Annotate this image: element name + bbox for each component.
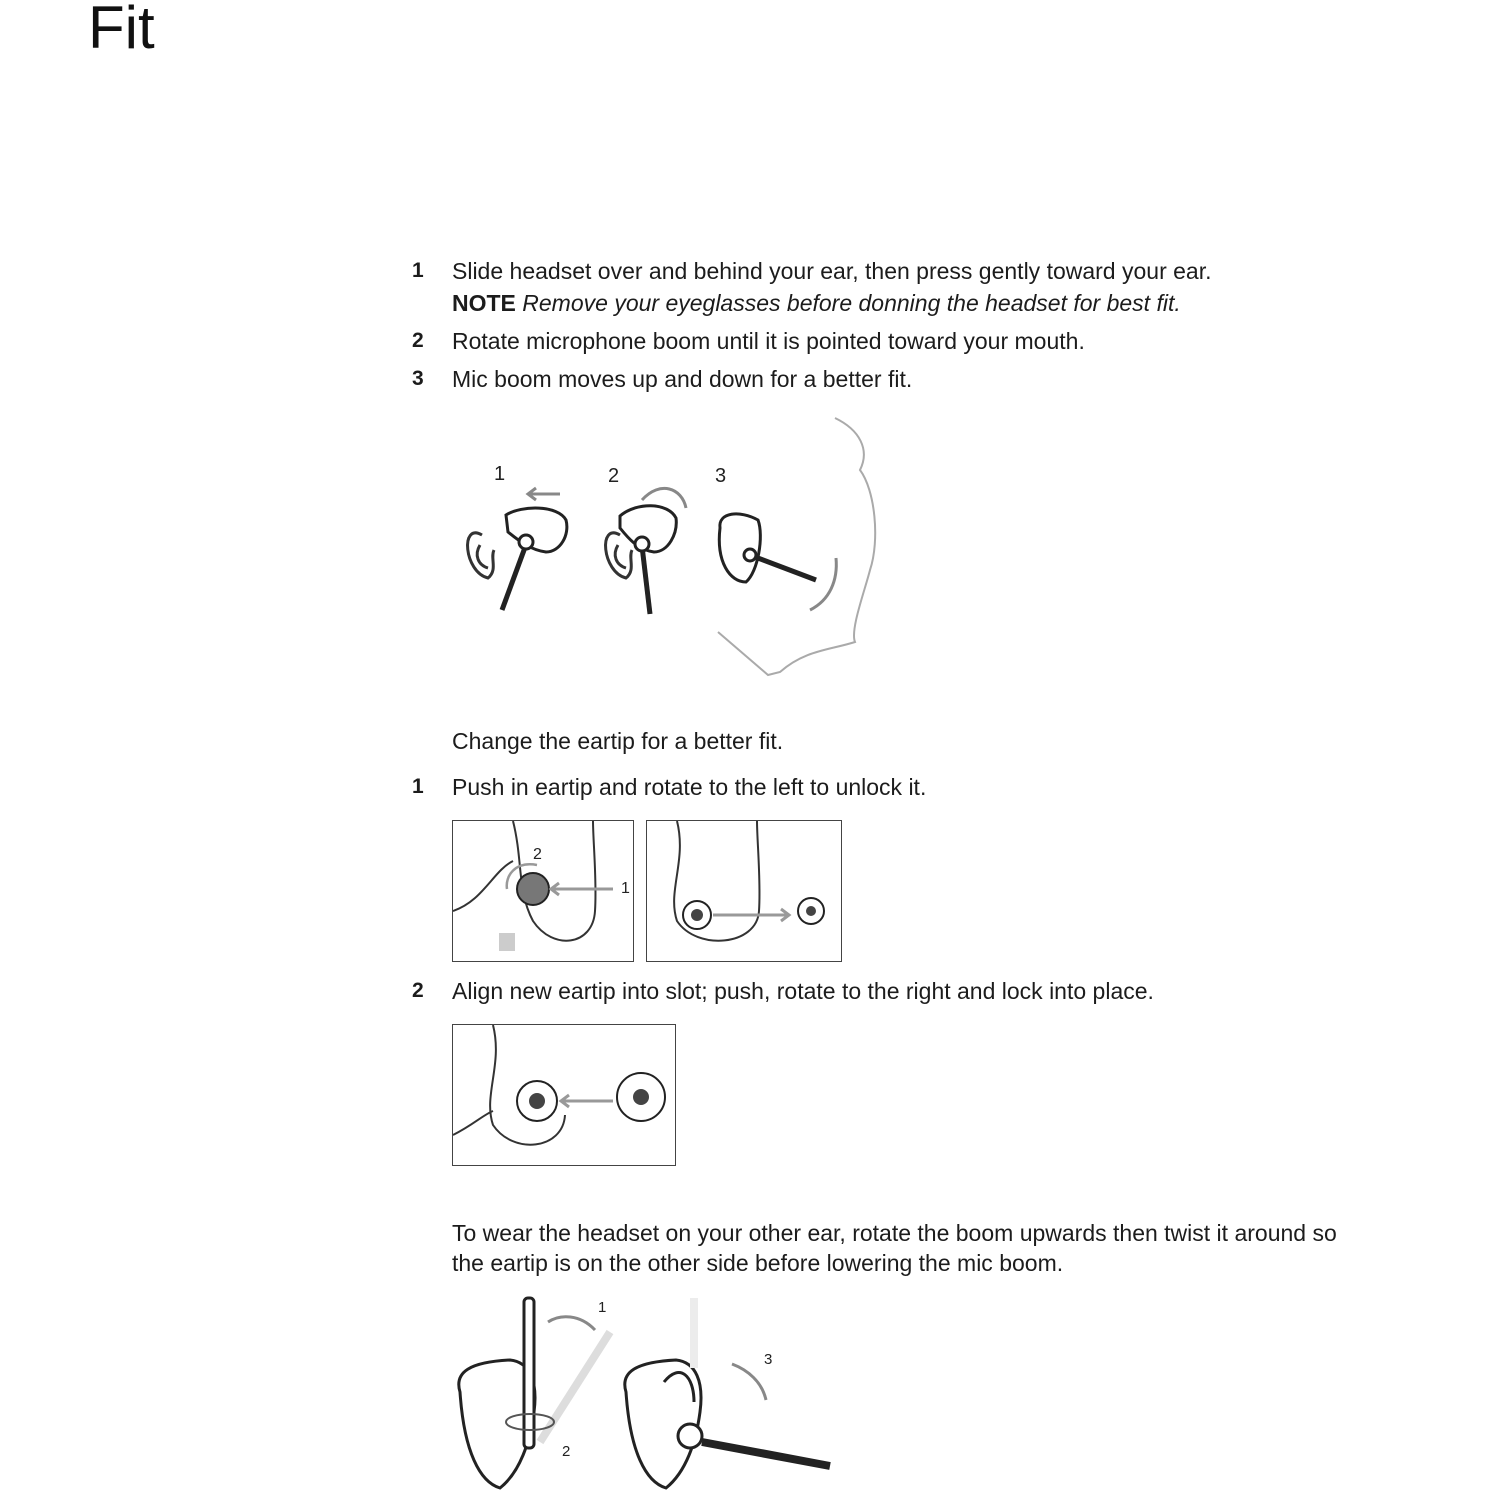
figure-label: 1	[621, 880, 630, 897]
figure-label: 2	[562, 1443, 571, 1460]
headset-icon	[502, 508, 567, 610]
eartip-remove-figure	[646, 820, 842, 962]
ear-icon	[468, 533, 494, 578]
fit-illustration	[450, 410, 900, 690]
figure-label: 1	[494, 463, 506, 485]
step-text: Align new eartip into slot; push, rotate to the right and lock into place.	[452, 978, 1154, 1004]
other-ear-illustration	[450, 1292, 850, 1492]
unlock-icon	[499, 933, 515, 951]
headset-icon	[620, 506, 676, 614]
rotate-arrow-icon	[548, 1317, 595, 1330]
up-down-arrow-icon	[810, 558, 836, 610]
step-number: 3	[412, 367, 424, 390]
headset-icon	[459, 1298, 535, 1488]
eartip-lock-figure	[452, 1024, 676, 1166]
headset-icon	[625, 1360, 830, 1488]
eartip-icon	[517, 873, 549, 905]
step-number: 1	[412, 259, 424, 282]
page-title: Fit	[88, 0, 155, 61]
other-ear-line-1: To wear the headset on your other ear, rotate the boom upwards then twist it around so	[452, 1220, 1337, 1246]
step-text: Slide headset over and behind your ear, then press gently toward your ear.	[452, 258, 1212, 284]
step-text: Push in eartip and rotate to the left to unlock it.	[452, 774, 927, 800]
step-text: Rotate microphone boom until it is pointed toward your mouth.	[452, 328, 1085, 354]
note-text: Remove your eyeglasses before donning the headset for best fit.	[522, 290, 1181, 316]
step-number: 2	[412, 979, 424, 1002]
figure-label: 2	[533, 846, 542, 863]
figure-label: 1	[598, 1299, 607, 1316]
step-text: Mic boom moves up and down for a better fit.	[452, 366, 913, 392]
eartip-unlock-figure	[452, 820, 634, 962]
step-number: 2	[412, 329, 424, 352]
ear-icon	[606, 533, 632, 578]
headset-icon	[719, 514, 816, 582]
note	[452, 288, 1181, 318]
figure-label: 3	[715, 465, 727, 487]
other-ear-line-2: the eartip is on the other side before lowering the mic boom.	[452, 1250, 1064, 1276]
note-label: NOTE	[452, 290, 516, 316]
figure-label: 3	[764, 1351, 773, 1368]
rotate-arrow-icon	[732, 1364, 766, 1400]
figure-label: 2	[608, 465, 620, 487]
eartip-intro: Change the eartip for a better fit.	[452, 728, 784, 754]
step-number: 1	[412, 775, 424, 798]
